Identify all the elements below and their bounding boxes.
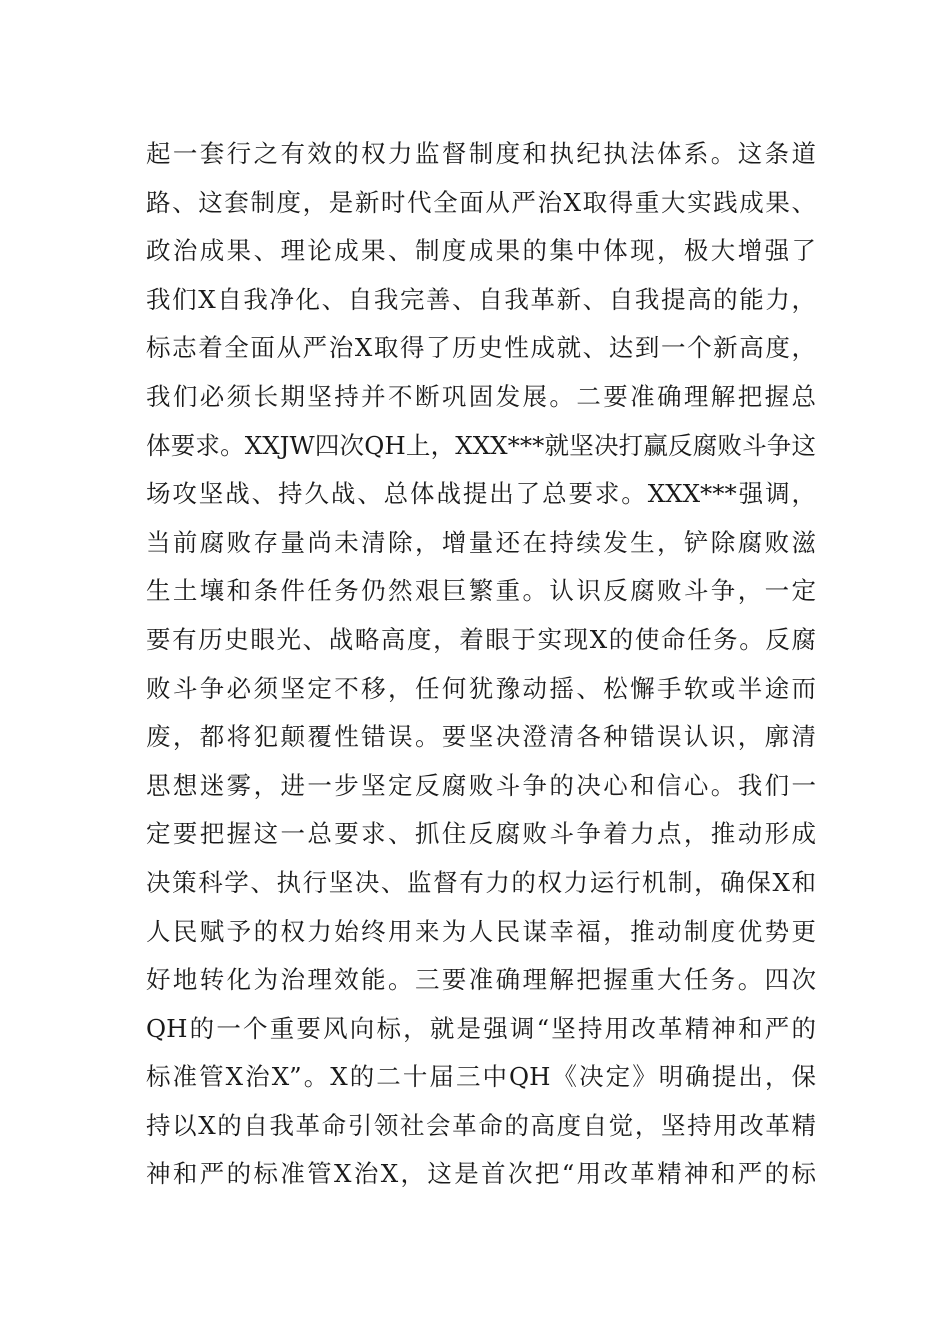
text-line: 要有历史眼光、战略高度，着眼于实现X的使命任务。反腐 <box>146 624 816 654</box>
text-line: 标准管X治X”。X的二十届三中QH《决定》明确提出，保 <box>146 1062 816 1092</box>
text-line: 人民赋予的权力始终用来为人民谋幸福，推动制度优势更 <box>146 916 816 946</box>
text-line: 定要把握这一总要求、抓住反腐败斗争着力点，推动形成 <box>146 819 816 849</box>
text-line: 体要求。XXJW四次QH上，XXX***就坚决打赢反腐败斗争这 <box>146 430 816 460</box>
text-line: 我们必须长期坚持并不断巩固发展。二要准确理解把握总 <box>146 381 816 411</box>
text-line: 败斗争必须坚定不移，任何犹豫动摇、松懈手软或半途而 <box>146 673 816 703</box>
text-line: 好地转化为治理效能。三要准确理解把握重大任务。四次 <box>146 965 816 995</box>
text-line: 生土壤和条件任务仍然艰巨繁重。认识反腐败斗争，一定 <box>146 576 816 606</box>
text-line: 废，都将犯颠覆性错误。要坚决澄清各种错误认识，廓清 <box>146 722 816 752</box>
text-line: 我们X自我净化、自我完善、自我革新、自我提高的能力， <box>146 284 816 314</box>
text-line: 当前腐败存量尚未清除，增量还在持续发生，铲除腐败滋 <box>146 527 816 557</box>
text-line: 决策科学、执行坚决、监督有力的权力运行机制，确保X和 <box>146 867 816 897</box>
text-line: 神和严的标准管X治X，这是首次把“用改革精神和严的标 <box>146 1159 816 1189</box>
body-text <box>146 130 816 1199</box>
text-line: 持以X的自我革命引领社会革命的高度自觉，坚持用改革精 <box>146 1110 816 1140</box>
text-line: 场攻坚战、持久战、总体战提出了总要求。XXX***强调， <box>146 479 816 509</box>
text-line: 思想迷雾，进一步坚定反腐败斗争的决心和信心。我们一 <box>146 770 816 800</box>
text-line: 路、这套制度，是新时代全面从严治X取得重大实践成果、 <box>146 187 816 217</box>
text-line: 政治成果、理论成果、制度成果的集中体现，极大增强了 <box>146 236 816 266</box>
text-line: 起一套行之有效的权力监督制度和执纪执法体系。这条道 <box>146 139 816 168</box>
text-line: QH的一个重要风向标，就是强调“坚持用改革精神和严的 <box>146 1013 816 1043</box>
text-line: 标志着全面从严治X取得了历史性成就、达到一个新高度， <box>146 333 816 363</box>
